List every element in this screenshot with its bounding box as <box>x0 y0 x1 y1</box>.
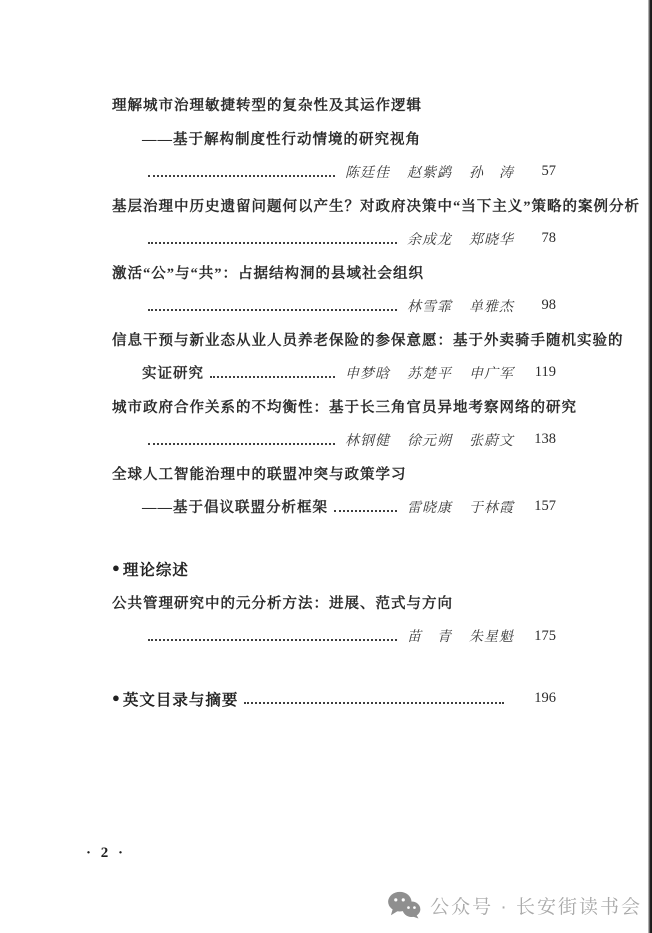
leader-dots <box>148 443 335 445</box>
entry-authors <box>345 363 514 383</box>
author-name: 赵紫鹢 <box>407 165 452 181</box>
toc-row-leader <box>112 620 556 654</box>
toc-row-leader <box>112 423 556 457</box>
toc-row-leader <box>112 222 556 256</box>
entry-title-text: 全球人工智能治理中的联盟冲突与政策学习 <box>112 466 407 483</box>
toc-row-title <box>112 256 556 290</box>
toc-row-title <box>112 390 577 424</box>
section-header-label: 英文目录与摘要 <box>122 691 239 709</box>
entry-title-text: 激活“公”与“共”：占据结构洞的县域社会组织 <box>112 265 424 282</box>
author-name: 朱星魁 <box>469 630 514 646</box>
leader-dots <box>148 175 335 177</box>
toc-row-sectionleader <box>112 682 556 716</box>
entry-authors <box>345 430 514 450</box>
entry-title-text: 基层治理中历史遗留问题何以产生？对政府决策中“当下主义”策略的案例分析 <box>112 198 640 215</box>
entry-page-number: 57 <box>541 163 556 180</box>
entry-authors <box>407 229 514 249</box>
toc-row-title <box>112 586 556 620</box>
toc-row-title <box>112 189 640 223</box>
toc-row-title <box>112 323 624 357</box>
entry-page-number: 138 <box>534 431 556 448</box>
author-name: 郑晓华 <box>469 232 514 248</box>
author-name: 申梦晗 <box>345 366 390 382</box>
entry-page-number: 196 <box>534 690 556 707</box>
author-name: 林钢健 <box>345 433 390 449</box>
author-name: 林雪霏 <box>407 299 452 315</box>
toc-row-section <box>112 553 556 587</box>
toc-row-leader <box>112 289 556 323</box>
entry-page-number: 78 <box>541 230 556 247</box>
watermark-label: 公众号 · 长安街读书会 <box>430 896 642 918</box>
author-name: 孙 涛 <box>469 165 514 181</box>
entry-page-number: 175 <box>534 627 556 644</box>
table-of-contents <box>112 88 640 716</box>
leader-dots <box>148 242 397 244</box>
leader-dots <box>148 309 397 311</box>
author-name: 于林霞 <box>469 500 514 516</box>
toc-row-textleader <box>112 356 556 390</box>
leader-dots <box>148 639 397 641</box>
toc-row-subtitle <box>112 122 556 156</box>
entry-page-number: 98 <box>541 297 556 314</box>
section-header-label: 理论综述 <box>122 562 189 580</box>
toc-row-title <box>112 457 556 491</box>
entry-title-text: 信息干预与新业态从业人员养老保险的参保意愿：基于外卖骑手随机实验的 <box>112 332 624 349</box>
leader-dots <box>334 510 397 512</box>
entry-page-number: 119 <box>534 364 556 381</box>
author-name: 张蔚文 <box>469 433 514 449</box>
author-name: 雷晓康 <box>407 500 452 516</box>
toc-row-leader <box>112 155 556 189</box>
entry-title-text: ——基于倡议联盟分析框架 <box>142 500 328 517</box>
toc-row-title <box>112 88 556 122</box>
author-name: 苗 青 <box>407 630 452 646</box>
page-number: · 2 · <box>86 845 127 861</box>
entry-authors <box>407 497 514 517</box>
entry-title-text: 实证研究 <box>142 366 204 383</box>
entry-title-text: 公共管理研究中的元分析方法：进展、范式与方向 <box>112 596 453 613</box>
leader-dots <box>210 376 335 378</box>
page-edge-shadow <box>648 0 652 933</box>
entry-authors <box>407 626 514 646</box>
author-name: 余成龙 <box>407 232 452 248</box>
entry-title-text: 城市政府合作关系的不均衡性：基于长三角官员异地考察网络的研究 <box>112 399 577 416</box>
author-name: 申广军 <box>469 366 514 382</box>
author-name: 单雅杰 <box>469 299 514 315</box>
section-bullet-icon: ● <box>112 560 121 576</box>
entry-title-text: 理解城市治理敏捷转型的复杂性及其运作逻辑 <box>112 98 422 115</box>
leader-dots <box>244 702 504 704</box>
entry-authors <box>345 162 514 182</box>
author-name: 陈廷佳 <box>345 165 390 181</box>
entry-authors <box>407 296 514 316</box>
entry-title-text: ——基于解构制度性行动情境的研究视角 <box>142 131 421 148</box>
entry-page-number: 157 <box>534 498 556 515</box>
author-name: 徐元朔 <box>407 433 452 449</box>
author-name: 苏楚平 <box>407 366 452 382</box>
section-bullet-icon: ● <box>112 689 121 705</box>
toc-row-textleader <box>112 490 556 524</box>
wechat-icon <box>387 891 421 919</box>
watermark <box>387 891 642 919</box>
